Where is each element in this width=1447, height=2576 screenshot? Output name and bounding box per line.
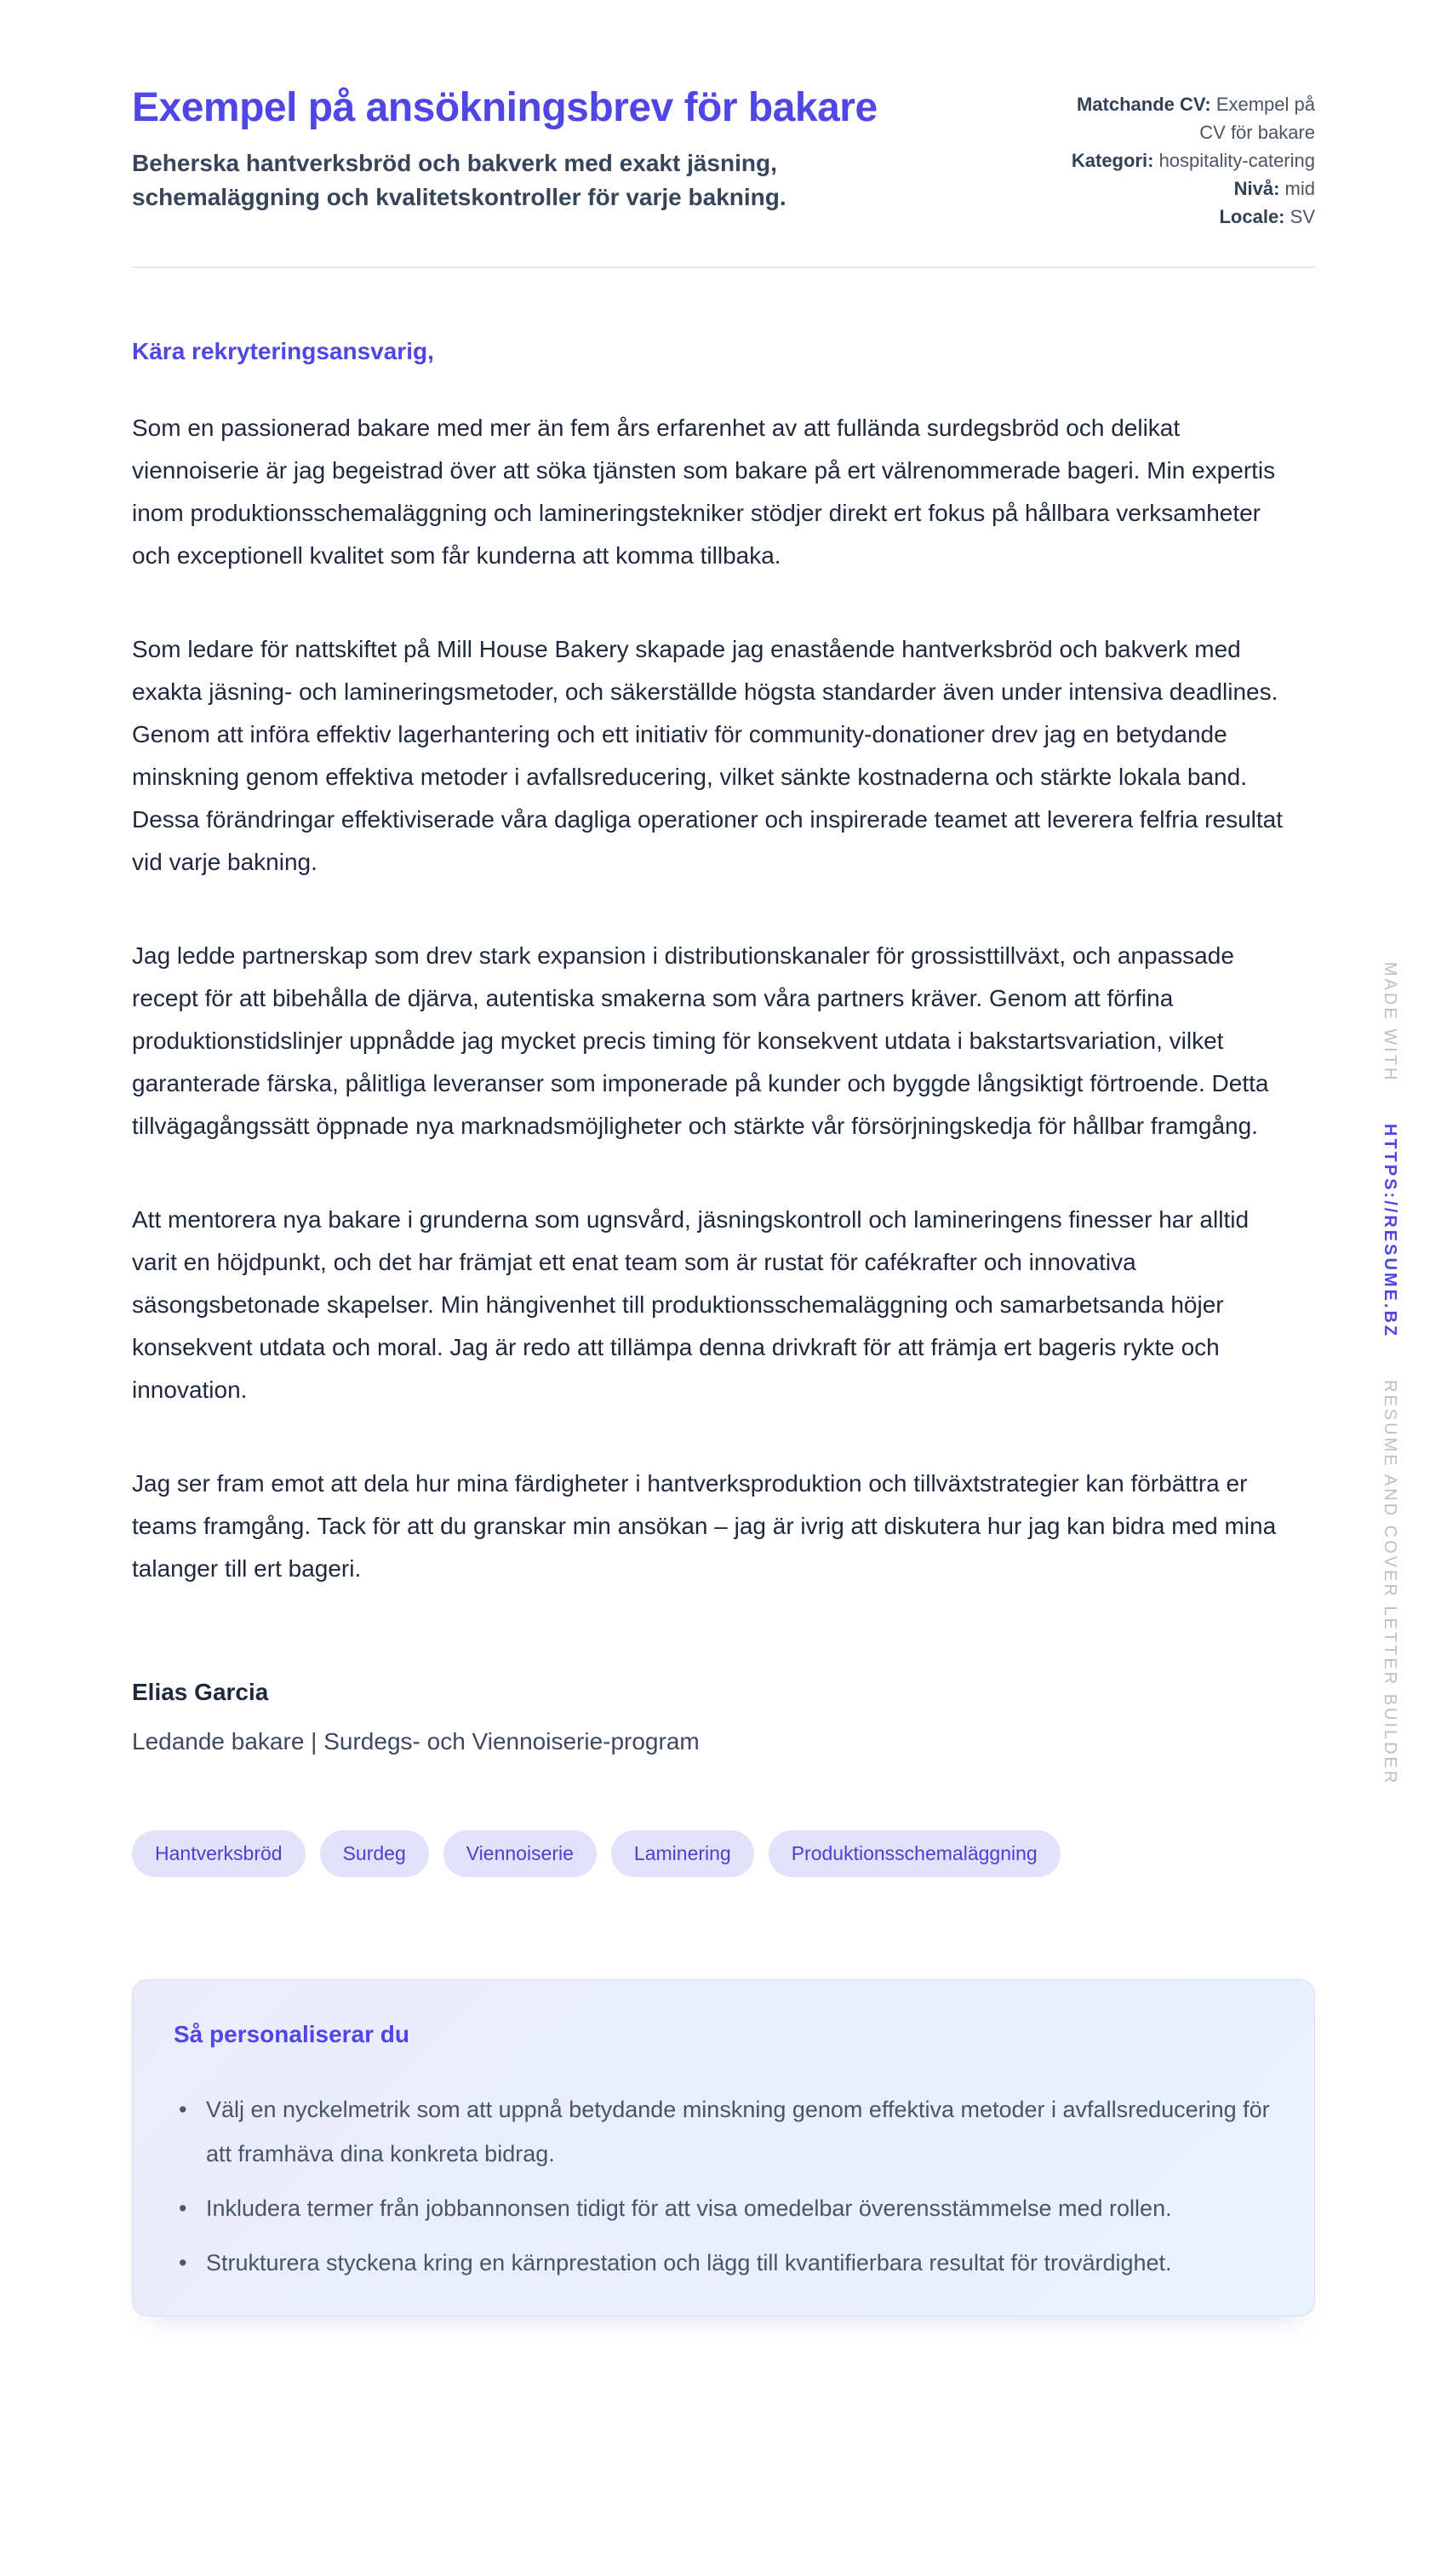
bullet-icon: • (179, 2250, 187, 2275)
meta-label: Matchande CV: (1076, 94, 1211, 115)
watermark-tagline: RESUME AND COVER LETTER BUILDER (1381, 1379, 1399, 1786)
tag-list (132, 1830, 1315, 1877)
page-title: Exempel på ansökningsbrev för bakare (132, 85, 878, 130)
meta-label: Kategori: (1071, 150, 1154, 171)
tips-card (132, 1979, 1315, 2316)
salutation: Kära rekryteringsansvarig, (132, 338, 434, 364)
tips-item (174, 2241, 1273, 2285)
meta-label: Locale: (1219, 206, 1285, 227)
tips-heading: Så personaliserar du (174, 2021, 410, 2047)
page-subtitle: Beherska hantverksbröd och bakverk med exakt jäsning, schemaläggning och kvalitetskontroller för varje bakning. (132, 150, 786, 210)
header-divider (132, 266, 1315, 268)
meta-label: Nivå: (1233, 178, 1280, 199)
signature-role: Ledande bakare | Surdegs- och Viennoiserie-program (132, 1728, 700, 1755)
meta-row (1050, 203, 1315, 231)
tag-pill: Surdeg (320, 1830, 429, 1877)
letter-body (132, 335, 1315, 1759)
meta-value: hospitality-catering (1158, 150, 1315, 171)
letter-paragraph: Som en passionerad bakare med mer än fem års erfarenhet av att fullända surdegsbröd och delikat viennoiserie är jag begeistrad över att söka tjänsten som bakare på ert välrenommerade bageri. Min expertis inom produktionsschemaläggning och lamineringstekniker stödjer direkt ert fokus på hållbara verksamheter och exceptionell kvalitet som får kunderna att komma tillbaka. (132, 415, 1276, 569)
page-header (132, 0, 1315, 231)
meta-value: SV (1290, 206, 1315, 227)
meta-row (1050, 146, 1315, 175)
tips-item-text: Välj en nyckelmetrik som att uppnå betydande minskning genom effektiva metoder i avfallsreducering för att framhäva dina konkreta bidrag. (206, 2097, 1270, 2167)
tag-pill: Viennoiserie (443, 1830, 597, 1877)
bullet-icon: • (179, 2195, 187, 2221)
tips-item-text: Strukturera styckena kring en kärnprestation och lägg till kvantifierbara resultat för trovärdighet. (206, 2250, 1172, 2275)
meta-row (1050, 90, 1315, 146)
meta-panel (1050, 83, 1315, 231)
letter-paragraph: Jag ser fram emot att dela hur mina färdigheter i hantverksproduktion och tillväxtstrategier kan förbättra er teams framgång. Tack för att du granskar min ansökan – jag är ivrig att diskutera hur jag kan bidra med mina talanger till ert bageri. (132, 1470, 1277, 1582)
letter-paragraph: Att mentorera nya bakare i grunderna som ugnsvård, jäsningskontroll och lamineringens finesser har alltid varit en höjdpunkt, och det har främjat ett enat team som är rustat för cafékrafter och innovativa säsongsbetonade skapelser. Min hängivenhet till produktionsschemaläggning och samarbetsanda höjer konsekvent utdata och moral. Jag är redo att tillämpa denna drivkraft för att främja ert bageris rykte och innovation. (132, 1206, 1250, 1403)
letter-paragraph: Som ledare för nattskiftet på Mill House Bakery skapade jag enastående hantverksbröd och bakverk med exakta jäsning- och lamineringsmetoder, och säkerställde högsta standarder även under intensiva deadlines. Genom att införa effektiv lagerhantering och ett initiativ för community-donationer drev jag en betydande minskning genom effektiva metoder i avfallsreducering, vilket sänkte kostnaderna och stärkte lokala band. Dessa förändringar effektiviserade våra dagliga operationer och inspirerade teamet att leverera felfria resultat vid varje bakning. (132, 636, 1283, 875)
tag-pill: Produktionsschemaläggning (769, 1830, 1061, 1877)
tag-pill: Hantverksbröd (132, 1830, 306, 1877)
signature-name: Elias Garcia (132, 1679, 269, 1705)
tips-item (174, 2186, 1273, 2230)
tips-item-text: Inkludera termer från jobbannonsen tidigt för att visa omedelbar överensstämmelse med rollen. (206, 2195, 1172, 2221)
tag-pill: Laminering (611, 1830, 754, 1877)
meta-value: mid (1284, 178, 1315, 199)
letter-paragraph: Jag ledde partnerskap som drev stark expansion i distributionskanaler för grossisttillväxt, och anpassade recept för att bibehålla de djärva, autentiska smakerna som våra partners kräver. Genom att förfina produktionstidslinjer uppnådde jag mycket precis timing för konsekvent utdata i bakstartsvariation, vilket garanterade färska, pålitliga leveranser som imponerade på kunder och byggde långsiktigt förtroende. Detta tillvägagångssätt öppnade nya marknadsmöjligheter och stärkte vår försörjningskedja för hållbar framgång. (132, 942, 1269, 1139)
letter-paragraphs (132, 407, 1290, 1590)
watermark-made-with: MADE WITH (1381, 962, 1399, 1083)
tips-list (174, 2087, 1273, 2285)
meta-value: Exempel på CV för bakare (1199, 94, 1315, 143)
meta-row (1050, 175, 1315, 203)
header-title-block (132, 83, 966, 215)
bullet-icon: • (179, 2097, 187, 2122)
watermark-vertical (1380, 945, 1399, 1802)
watermark-url-link[interactable]: HTTPS://RESUME.BZ (1381, 1124, 1399, 1339)
tips-item (174, 2087, 1273, 2176)
